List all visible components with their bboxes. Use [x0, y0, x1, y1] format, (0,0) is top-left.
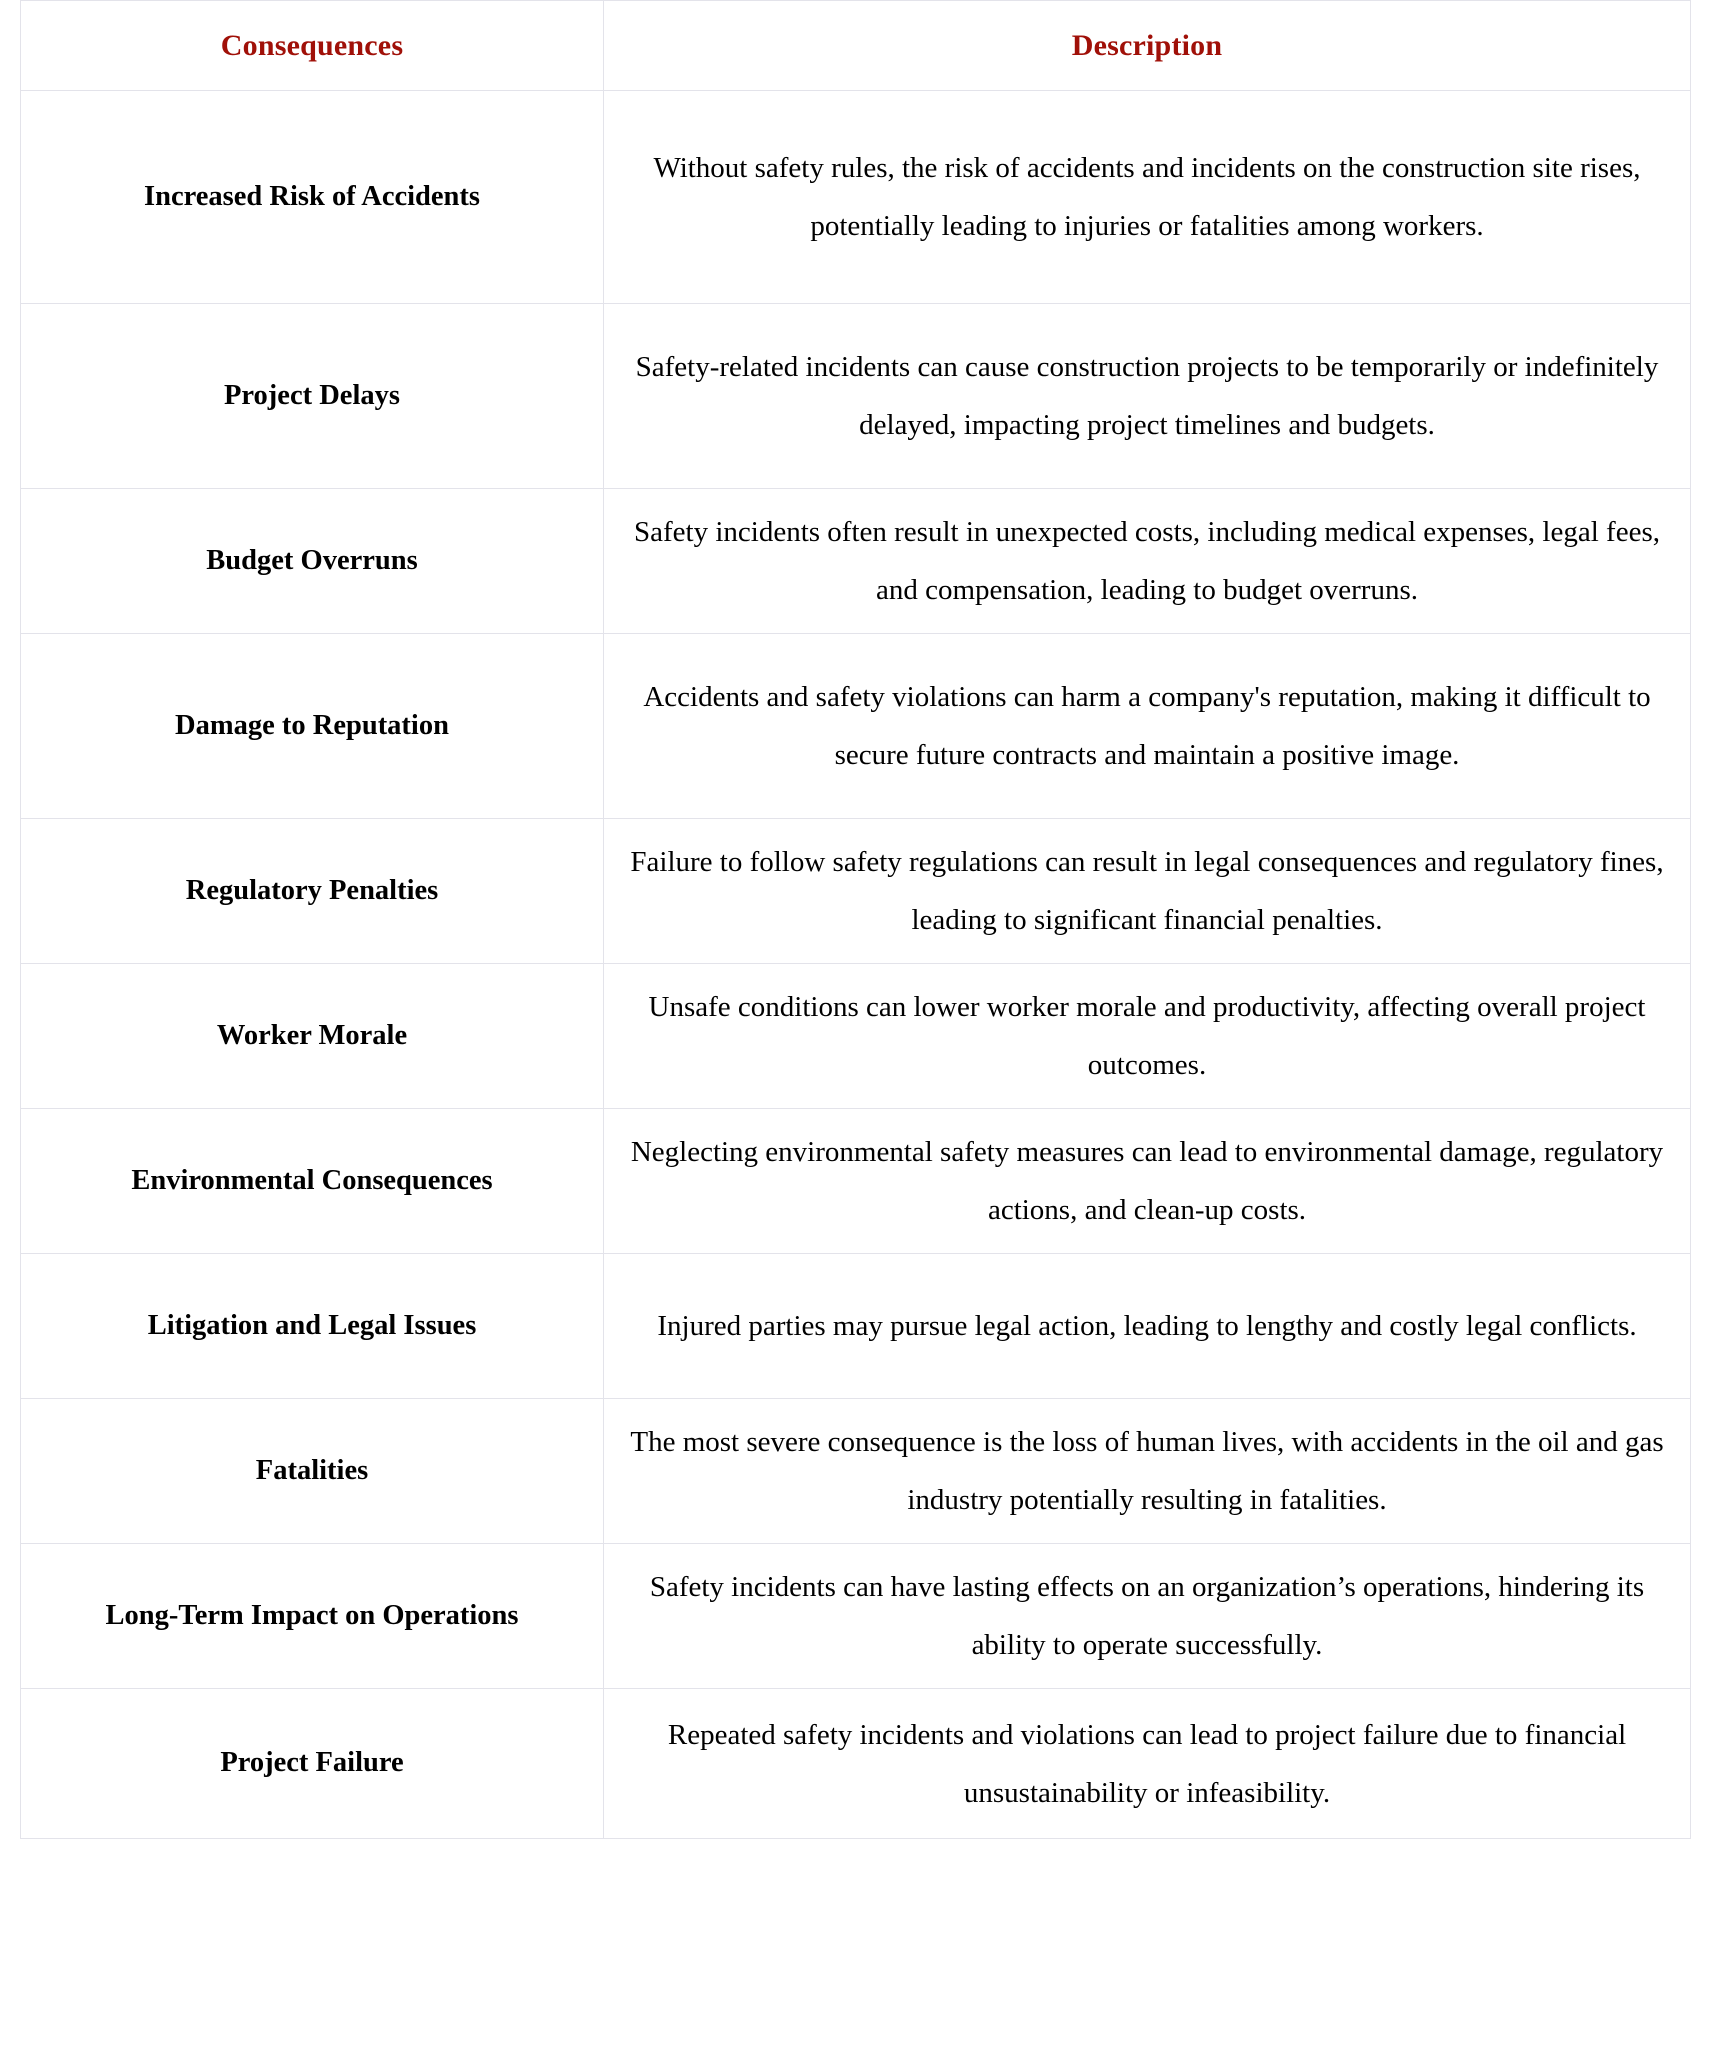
cell-consequence: Budget Overruns: [21, 489, 604, 634]
cell-description: Without safety rules, the risk of accidents and incidents on the construction site rises, potentially leading to injuries or fatalities among workers.: [604, 91, 1691, 304]
table-row: [21, 1689, 1691, 1839]
cell-consequence: Litigation and Legal Issues: [21, 1254, 604, 1399]
column-header-description: [604, 1, 1691, 91]
table-row: [21, 964, 1691, 1109]
cell-consequence: Project Failure: [21, 1689, 604, 1839]
cell-consequence: Long-Term Impact on Operations: [21, 1544, 604, 1689]
cell-description: Accidents and safety violations can harm a company's reputation, making it difficult to secure future contracts and maintain a positive image.: [604, 634, 1691, 819]
cell-description: Unsafe conditions can lower worker morale and productivity, affecting overall project outcomes.: [604, 964, 1691, 1109]
cell-consequence: Damage to Reputation: [21, 634, 604, 819]
cell-consequence: Project Delays: [21, 304, 604, 489]
cell-description: Safety-related incidents can cause construction projects to be temporarily or indefinitely delayed, impacting project timelines and budgets.: [604, 304, 1691, 489]
table-row: [21, 1109, 1691, 1254]
table-row: [21, 819, 1691, 964]
cell-consequence: Environmental Consequences: [21, 1109, 604, 1254]
table-row: [21, 1254, 1691, 1399]
cell-description: Safety incidents can have lasting effects on an organization’s operations, hindering its ability to operate successfully.: [604, 1544, 1691, 1689]
table-header-row: [21, 1, 1691, 91]
table-row: [21, 489, 1691, 634]
table-row: [21, 304, 1691, 489]
table-header: [21, 1, 1691, 91]
cell-description: Safety incidents often result in unexpected costs, including medical expenses, legal fees, and compensation, leading to budget overruns.: [604, 489, 1691, 634]
cell-description: Repeated safety incidents and violations can lead to project failure due to financial unsustainability or infeasibility.: [604, 1689, 1691, 1839]
cell-consequence: Worker Morale: [21, 964, 604, 1109]
cell-consequence: Fatalities: [21, 1399, 604, 1544]
column-header-consequences: [21, 1, 604, 91]
consequences-table: [20, 0, 1691, 1839]
table-row: [21, 1544, 1691, 1689]
cell-consequence: Regulatory Penalties: [21, 819, 604, 964]
table-row: [21, 634, 1691, 819]
table-row: [21, 1399, 1691, 1544]
table-row: [21, 91, 1691, 304]
cell-description: Injured parties may pursue legal action, leading to lengthy and costly legal conflicts.: [604, 1254, 1691, 1399]
table-body: [21, 91, 1691, 1839]
cell-description: Failure to follow safety regulations can result in legal consequences and regulatory fines, leading to significant financial penalties.: [604, 819, 1691, 964]
cell-description: The most severe consequence is the loss of human lives, with accidents in the oil and gas industry potentially resulting in fatalities.: [604, 1399, 1691, 1544]
column-header-consequences-label: Consequences: [220, 28, 404, 62]
cell-consequence: Increased Risk of Accidents: [21, 91, 604, 304]
cell-description: Neglecting environmental safety measures can lead to environmental damage, regulatory actions, and clean-up costs.: [604, 1109, 1691, 1254]
column-header-description-label: Description: [1071, 28, 1223, 62]
